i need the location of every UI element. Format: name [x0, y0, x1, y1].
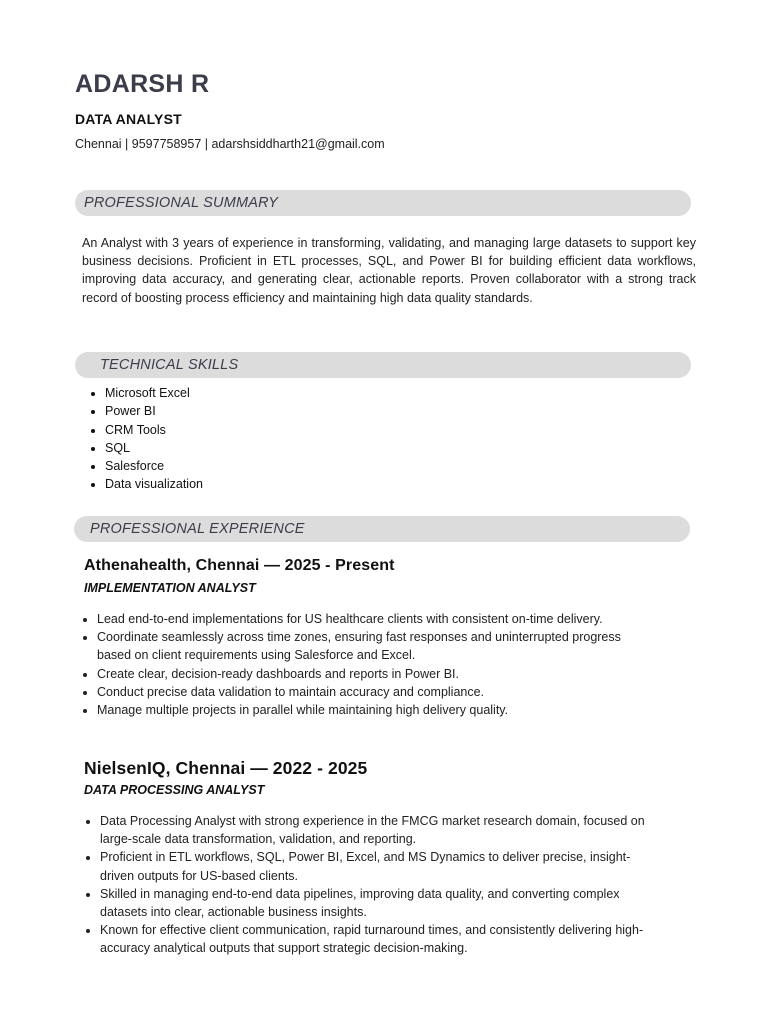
skill-item: • Microsoft Excel [105, 384, 203, 402]
skill-item: • Data visualization [105, 475, 203, 493]
skill-item: • SQL [105, 439, 203, 457]
skills-heading: TECHNICAL SKILLS [100, 357, 239, 373]
job-bullet: • Proficient in ETL workflows, SQL, Power BI, Excel, and MS Dynamics to deliver precise, insight-driven outputs for US-based clients. [100, 848, 660, 884]
job-bullet: • Data Processing Analyst with strong experience in the FMCG market research domain, focused on large-scale data transformation, validation, and reporting. [100, 812, 660, 848]
summary-text: An Analyst with 3 years of experience in transforming, validating, and managing large datasets to support key business decisions. Proficient in ETL processes, SQL, and Power BI for building efficient data workflows, improving data accuracy, and generating clear, actionable reports. Proven collaborator with a strong track record of boosting process efficiency and maintaining high data quality standards. [82, 236, 696, 305]
job-bullets-athenahealth [82, 610, 645, 719]
job-title-nielseniq: NielsenIQ, Chennai — 2022 - 2025 [84, 758, 368, 778]
job-bullet: • Coordinate seamlessly across time zones, ensuring fast responses and uninterrupted progress based on client requirements using Salesforce and Excel. [97, 628, 645, 664]
candidate-name: ADARSH R [75, 70, 210, 98]
job-role-nielseniq: DATA PROCESSING ANALYST [84, 783, 265, 797]
candidate-title: DATA ANALYST [75, 111, 182, 127]
skill-item: • Power BI [105, 402, 203, 420]
skill-item: • Salesforce [105, 457, 203, 475]
job-bullet: • Create clear, decision-ready dashboards and reports in Power BI. [97, 665, 645, 683]
job-bullet: • Skilled in managing end-to-end data pipelines, improving data quality, and converting complex datasets into clear, actionable business insights. [100, 885, 660, 921]
job-title-athenahealth: Athenahealth, Chennai — 2025 - Present [84, 557, 395, 574]
summary-heading: PROFESSIONAL SUMMARY [84, 195, 279, 211]
job-bullet: • Conduct precise data validation to maintain accuracy and compliance. [97, 683, 645, 701]
skills-list [90, 384, 203, 494]
job-bullets-nielseniq [85, 812, 660, 958]
job-bullet: • Known for effective client communication, rapid turnaround times, and consistently delivering high-accuracy analytical outputs that support strategic decision-making. [100, 921, 660, 957]
job-bullet: • Manage multiple projects in parallel while maintaining high delivery quality. [97, 701, 645, 719]
job-role-athenahealth: IMPLEMENTATION ANALYST [84, 581, 256, 595]
job-bullet: • Lead end-to-end implementations for US healthcare clients with consistent on-time delivery. [97, 610, 645, 628]
skill-item: • CRM Tools [105, 421, 203, 439]
contact-line: Chennai | 9597758957 | adarshsiddharth21@gmail.com [75, 137, 385, 151]
experience-heading: PROFESSIONAL EXPERIENCE [90, 521, 305, 537]
